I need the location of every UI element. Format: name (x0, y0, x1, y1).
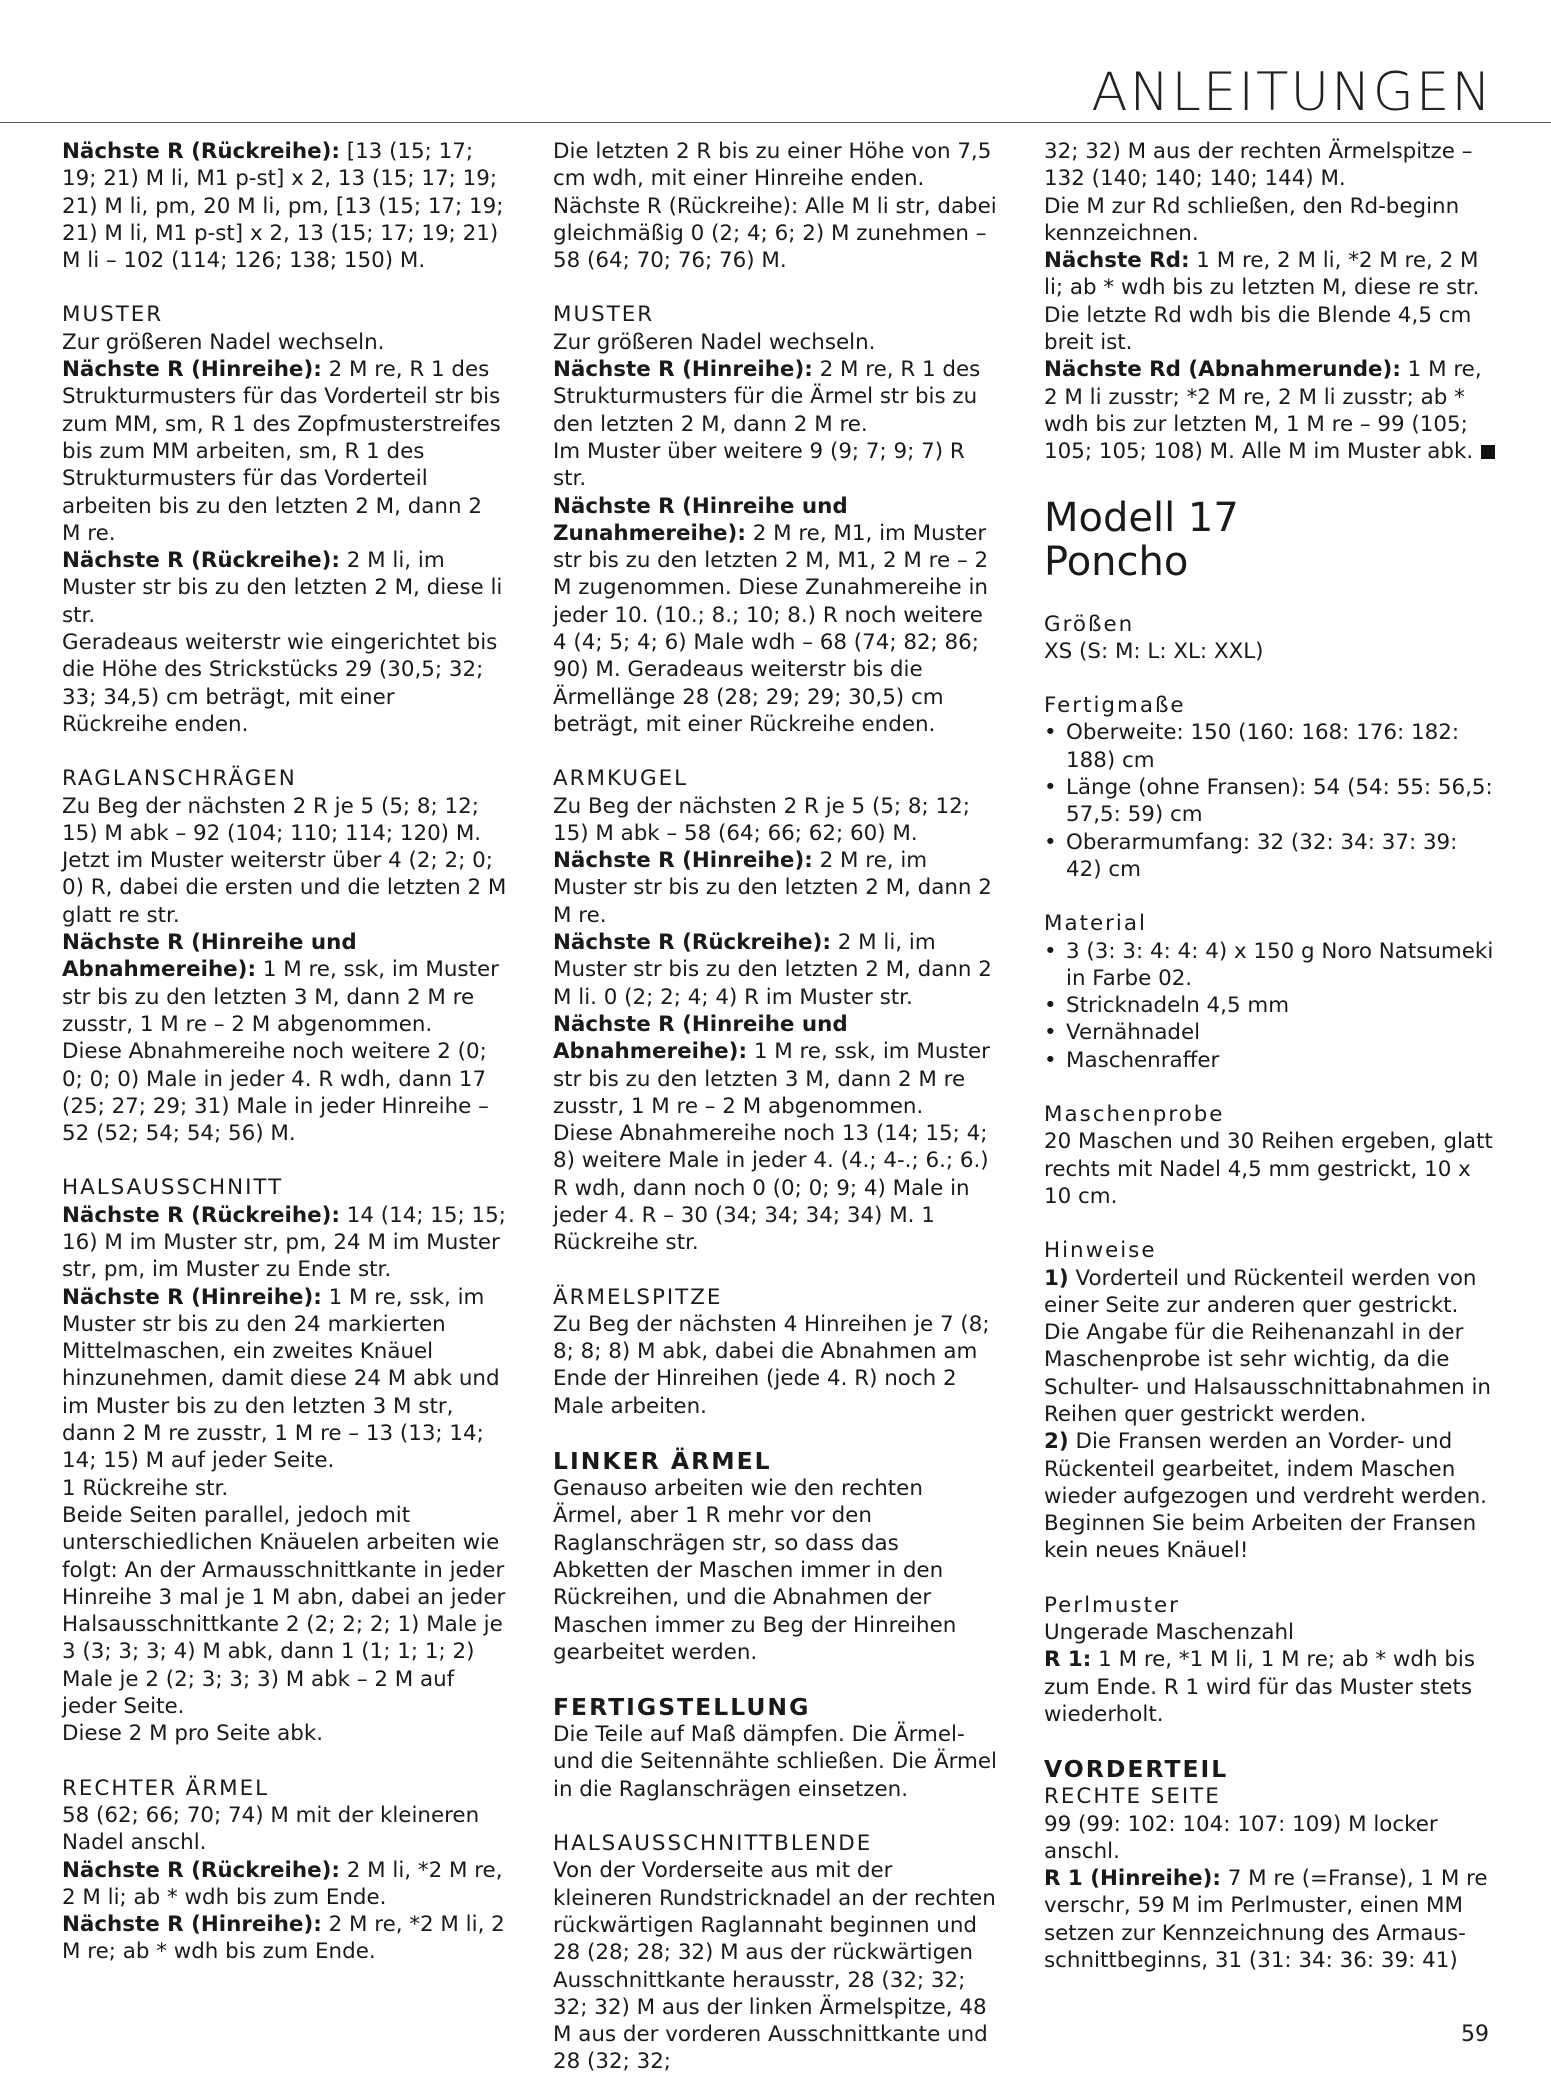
instruction-text: 2 M re, R 1 des Strukturmusters für die Ärmel str bis zu den letzten 2 M, dann 2 M re. (553, 357, 981, 437)
instruction-text: Diese 2 M pro Seite abk. (62, 1721, 324, 1747)
vorderteil-heading: VORDERTEIL (1044, 1755, 1229, 1784)
instruction-text: 2 M li, *2 M re, 2 M li; ab * wdh bis zum Ende. (62, 1857, 503, 1910)
paragraph (553, 793, 998, 848)
material-heading: Material (1044, 911, 1147, 937)
section-heading: ARMKUGEL (553, 766, 689, 792)
instruction-label: Nächste R (Hinreihe und Zunahmereihe): (553, 493, 848, 546)
page-header-title: ANLEITUNGEN (1091, 62, 1493, 123)
perlmuster-text: Ungerade Maschenzahl (1044, 1620, 1294, 1646)
column-3 (1044, 138, 1499, 1974)
instruction-text: 2 M re, *2 M li, 2 M re; ab * wdh bis zum Ende. (62, 1912, 505, 1965)
instruction-text: Beide Seiten parallel, jedoch mit unterschiedlichen Knäuelen arbeiten wie folgt: An der Armausschnittkante in jeder Hinreihe 3 mal je 1 M abn, dabei an jeder Halsausschnittkante 2 (2; 2; 2; 1) Male je 3 (3; 3; 3; 4) M abk, dann 1 (1; 1; 1; 2) Male je 2 (2; 3; 3; 3) M abk – 2 M auf jeder Seite. (62, 1502, 506, 1720)
instruction-text: Jetzt im Muster weiterstr über 4 (2; 2; 0; 0) R, dabei die ersten und die letzten 2 M glatt re str. (62, 848, 507, 928)
paragraph (62, 1475, 507, 1502)
paragraph (62, 929, 507, 1038)
instruction-text: Geradeaus weiterstr wie eingerichtet bis die Höhe des Strickstücks 29 (30,5; 32; 33; 34,5) cm beträgt, mit einer Rückreihe enden. (62, 630, 498, 737)
instruction-text: Nächste R (Rückreihe): Alle M li str, dabei gleichmäßig 0 (2; 4; 6; 2) M zunehmen – 58 (64; 70; 76; 76) M. (553, 193, 997, 274)
list-item: • Oberweite: 150 (160: 168: 176: 182: 188) cm (1044, 719, 1499, 774)
instruction-label: Nächste R (Hinreihe und Abnahmereihe): (62, 930, 357, 983)
instruction-text: 58 (62; 66; 70; 74) M mit der kleineren Nadel anschl. (62, 1802, 480, 1856)
vorderteil-r1-label: R 1 (Hinreihe): (1044, 1866, 1221, 1892)
paragraph (553, 493, 998, 739)
paragraph (62, 793, 507, 848)
instruction-text: Diese Abnahmereihe noch weitere 2 (0; 0; 0; 0) Male in jeder 4. R wdh, dann 17 (25; 27; 29; 31) Male in jeder Hinreihe – 52 (52; 54; 54; 56) M. (62, 1039, 489, 1147)
section-heading: FERTIGSTELLUNG (553, 1693, 811, 1722)
paragraph (62, 629, 507, 738)
paragraph (1044, 356, 1499, 465)
material-list (1044, 938, 1499, 1074)
section-heading: RECHTER ÄRMEL (62, 1775, 270, 1801)
maschenprobe-heading: Maschenprobe (1044, 1102, 1225, 1128)
instruction-label: Nächste R (Rückreihe): (62, 548, 340, 574)
paragraph (1044, 138, 1499, 193)
page-number: 59 (1461, 2022, 1489, 2047)
instruction-label: Nächste R (Hinreihe und Abnahmereihe): (553, 1011, 848, 1065)
paragraph (62, 1202, 507, 1284)
section-heading: LINKER ÄRMEL (553, 1447, 772, 1476)
instruction-text: 1 M re, 2 M li, *2 M re, 2 M li; ab * wdh bis zu letzten M, diese re str. Die letzte Rd wdh bis die Blende 4,5 cm breit ist. (1044, 248, 1480, 356)
paragraph (62, 1802, 507, 1857)
list-item: • 3 (3: 3: 4: 4: 4) x 150 g Noro Natsumeki in Farbe 02. (1044, 938, 1499, 993)
instruction-text: Im Muster über weitere 9 (9; 7; 9; 7) R str. (553, 438, 965, 492)
section-heading: MUSTER (62, 302, 164, 328)
instruction-label: Nächste Rd: (1044, 248, 1190, 274)
instruction-text: 2 M re, M1, im Muster str bis zu den letzten 2 M, M1, 2 M re – 2 M zugenommen. Diese Zunahmereihe in jeder 10. (10.; 8.; 10; 8.) R noch weitere 4 (4; 5; 4; 6) Male wdh – 68 (74; 82; 86; 90) M. Geradeaus weiterstr bis die Ärmellänge 28 (28; 29; 29; 30,5) cm beträgt, mit einer Rückreihe enden. (553, 520, 989, 737)
column-1 (62, 138, 507, 1966)
vorderteil-r1-text: 7 M re (=Franse), 1 M re verschr, 59 M im Perlmuster, einen MM setzen zur Kennzeichnung des Armausschnittbeginns, 31 (31: 34: 36: 39: 41) (1044, 1866, 1488, 1974)
perlmuster-heading: Perlmuster (1044, 1592, 1180, 1618)
list-item: • Maschenraffer (1044, 1047, 1499, 1074)
paragraph (553, 847, 998, 929)
paragraph (553, 138, 998, 193)
paragraph (62, 1720, 507, 1747)
paragraph (62, 1911, 507, 1966)
paragraph (553, 929, 998, 1011)
paragraph (553, 1721, 998, 1803)
instruction-text: 2 M re, im Muster str bis zu den letzten 2 M, dann 2 M re. (553, 848, 992, 928)
section-heading: MUSTER (553, 302, 655, 328)
instruction-label: Nächste Rd (Abnahmerunde): (1044, 357, 1401, 383)
instruction-label: Nächste R (Rückreihe): (62, 139, 340, 164)
vorderteil-text: 99 (99: 102: 104: 107: 109) M locker anschl. (1044, 1811, 1438, 1864)
instruction-label: Nächste R (Rückreihe): (62, 1857, 340, 1883)
paragraph (62, 138, 507, 274)
instruction-label: Nächste R (Hinreihe): (553, 848, 813, 874)
groessen-heading: Größen (1044, 611, 1135, 637)
instruction-text: 2 M li, im Muster str bis zu den letzten 2 M, diese li str. (62, 548, 503, 628)
paragraph (62, 356, 507, 547)
header-divider (0, 122, 1551, 123)
perlmuster-r1 (1044, 1646, 1499, 1728)
model-title-line1: Modell 17 (1044, 494, 1239, 541)
paragraph (62, 1284, 507, 1475)
paragraph (553, 356, 998, 438)
instruction-text: 2 M re, R 1 des Strukturmusters für das Vorderteil str bis zum MM, sm, R 1 des Zopfmusterstreifes bis zum MM arbeiten, sm, R 1 des Strukturmusters für das Vorderteil arbeiten bis zu den letzten 2 M, dann 2 M re. (62, 357, 501, 546)
section-heading: HALSAUSSCHNITTBLENDE (553, 1831, 873, 1857)
instruction-text: 1 M re, ssk, im Muster str bis zu den letzten 3 M, dann 2 M re zusstr, 1 M re – 2 M abgenommen. (553, 1039, 990, 1119)
paragraph (553, 1311, 998, 1420)
section-heading: ÄRMELSPITZE (553, 1284, 723, 1310)
paragraph (553, 1475, 998, 1666)
hinweis-1-number: 1) (1044, 1265, 1069, 1291)
instruction-text: 2 M li, im Muster str bis zu den letzten 2 M, dann 2 M li. 0 (2; 2; 4; 4) R im Muster str. (553, 930, 992, 1010)
column-3-intro (1044, 138, 1499, 466)
paragraph (1044, 247, 1499, 356)
instruction-label: Nächste R (Rückreihe): (62, 1202, 340, 1228)
list-item: • Stricknadeln 4,5 mm (1044, 992, 1499, 1019)
instruction-text: Die M zur Rd schließen, den Rd-beginn kennzeichnen. (1044, 193, 1460, 246)
instruction-label: Nächste R (Rückreihe): (553, 930, 831, 956)
instruction-label: Nächste R (Hinreihe): (62, 357, 322, 383)
paragraph (62, 329, 507, 356)
rechte-seite-heading: RECHTE SEITE (1044, 1784, 1221, 1810)
instruction-text: Von der Vorderseite aus mit der kleineren Rundstricknadel an der rechten rückwärtigen Raglannaht beginnen und 28 (28; 28; 32) M aus der rückwärtigen Ausschnittkante herausstr, 28 (32; 32; 32; 32) M aus der linken Ärmelspitze, 48 M aus der vorderen Ausschnittkante und 28 (32; 32; (553, 1858, 996, 2075)
instruction-text: 1 M re, ssk, im Muster str bis zu den 24 markierten Mittelmaschen, ein zweites Knäuel hinzunehmen, damit diese 24 M abk und im Muster bis zu den letzten 3 M str, dann 2 M re zusstr, 1 M re – 13 (13; 14; 14; 15) M auf jeder Seite. (62, 1284, 500, 1474)
paragraph (553, 1120, 998, 1256)
instruction-text: Die letzten 2 R bis zu einer Höhe von 7,5 cm wdh, mit einer Hinreihe enden. (553, 139, 992, 192)
paragraph (553, 329, 998, 356)
paragraph (62, 1857, 507, 1912)
paragraph (1044, 193, 1499, 248)
end-square-icon (1481, 445, 1495, 459)
model-title-line2: Poncho (1044, 538, 1189, 585)
instruction-text: [13 (15; 17; 19; 21) M li, M1 p-st] x 2, 13 (15; 17; 19; 21) M li, pm, 20 M li, pm, [13 (15; 17; 19; 21) M li, M1 p-st] x 2, 13 (15; 17; 19; 21) M li – 102 (114; 126; 138; 150) M. (62, 139, 504, 274)
maschenprobe-text: 20 Maschen und 30 Reihen ergeben, glatt rechts mit Nadel 4,5 mm gestrickt, 10 x 10 cm. (1044, 1129, 1493, 1209)
paragraph (553, 1857, 998, 2075)
instruction-label: Nächste R (Hinreihe): (553, 357, 813, 383)
instruction-text: Zur größeren Nadel wechseln. (553, 329, 876, 355)
hinweis-2 (1044, 1428, 1499, 1564)
vorderteil-r1 (1044, 1865, 1499, 1974)
column-2 (553, 138, 998, 2076)
instruction-text: Die Teile auf Maß dämpfen. Die Ärmel- und die Seitennähte schließen. Die Ärmel in die Raglanschrägen einsetzen. (553, 1722, 997, 1802)
paragraph (62, 1502, 507, 1720)
instruction-text: 1 Rückreihe str. (62, 1475, 229, 1501)
hinweis-2-number: 2) (1044, 1429, 1069, 1455)
groessen-text: XS (S: M: L: XL: XXL) (1044, 638, 1264, 664)
fertigmasse-heading: Fertigmaße (1044, 693, 1186, 719)
paragraph (553, 438, 998, 493)
hinweis-1-text: Vorderteil und Rückenteil werden von einer Seite zur anderen quer gestrickt. Die Angabe für die Reihenanzahl in der Maschenprobe ist sehr wichtig, da die Schulter- und Halsausschnittabnahmen in Reihen quer gestrickt werden. (1044, 1265, 1491, 1427)
paragraph (553, 193, 998, 275)
paragraph (62, 547, 507, 629)
instruction-text: Zur größeren Nadel wechseln. (62, 329, 385, 355)
paragraph (553, 1011, 998, 1120)
fertigmasse-list (1044, 719, 1499, 883)
instruction-text: Zu Beg der nächsten 2 R je 5 (5; 8; 12; 15) M abk – 58 (64; 66; 62; 60) M. (553, 793, 970, 846)
section-heading: RAGLANSCHRÄGEN (62, 766, 297, 792)
instruction-label: Nächste R (Hinreihe): (62, 1284, 322, 1310)
instruction-text: Genauso arbeiten wie den rechten Ärmel, aber 1 R mehr vor den Raglanschrägen str, so dass das Abketten der Maschen immer in den Rückreihen, und die Abnahmen der Maschen immer zu Beg der Hinreihen gearbeitet werden. (553, 1476, 957, 1665)
instruction-text: 14 (14; 15; 15; 16) M im Muster str, pm, 24 M im Muster str, pm, im Muster zu Ende str. (62, 1202, 506, 1283)
hinweise-heading: Hinweise (1044, 1238, 1157, 1264)
hinweis-2-text: Die Fransen werden an Vorder- und Rückenteil gearbeitet, indem Maschen wieder aufgezogen und verdreht werden. Beginnen Sie beim Arbeiten der Fransen kein neues Knäuel! (1044, 1429, 1487, 1564)
list-item: • Vernähnadel (1044, 1019, 1499, 1046)
instruction-text: Diese Abnahmereihe noch 13 (14; 15; 4; 8) weitere Male in jeder 4. (4.; 4-.; 6.; 6.) R wdh, dann noch 0 (0; 0; 9; 4) Male in jeder 4. R – 30 (34; 34; 34; 34) M. 1 Rückreihe str. (553, 1121, 989, 1256)
model-title (1044, 496, 1499, 584)
list-item: • Länge (ohne Fransen): 54 (54: 55: 56,5: 57,5: 59) cm (1044, 774, 1499, 829)
instruction-text: 1 M re, ssk, im Muster str bis zu den letzten 3 M, dann 2 M re zusstr, 1 M re – 2 M abgenommen. (62, 957, 499, 1037)
list-item: • Oberarmumfang: 32 (32: 34: 37: 39: 42) cm (1044, 829, 1499, 884)
instruction-text: 32; 32) M aus der rechten Ärmelspitze – 132 (140; 140; 140; 144) M. (1044, 139, 1473, 192)
paragraph (62, 847, 507, 929)
instruction-text: 1 M re, 2 M li zusstr; *2 M re, 2 M li zusstr; ab * wdh bis zur letzten M, 1 M re – 99 (105; 105; 105; 108) M. Alle M im Muster abk. (1044, 357, 1482, 465)
instruction-text: Zu Beg der nächsten 2 R je 5 (5; 8; 12; 15) M abk – 92 (104; 110; 114; 120) M. (62, 793, 482, 846)
perlmuster-r1-label: R 1: (1044, 1647, 1092, 1673)
hinweis-1 (1044, 1265, 1499, 1429)
perlmuster-r1-text: 1 M re, *1 M li, 1 M re; ab * wdh bis zum Ende. R 1 wird für das Muster stets wiederholt. (1044, 1647, 1475, 1727)
instruction-label: Nächste R (Hinreihe): (62, 1912, 322, 1938)
instruction-text: Zu Beg der nächsten 4 Hinreihen je 7 (8; 8; 8; 8) M abk, dabei die Abnahmen am Ende der Hinreihen (jede 4. R) noch 2 Male arbeiten. (553, 1311, 990, 1419)
section-heading: HALSAUSSCHNITT (62, 1175, 284, 1201)
paragraph (62, 1038, 507, 1147)
